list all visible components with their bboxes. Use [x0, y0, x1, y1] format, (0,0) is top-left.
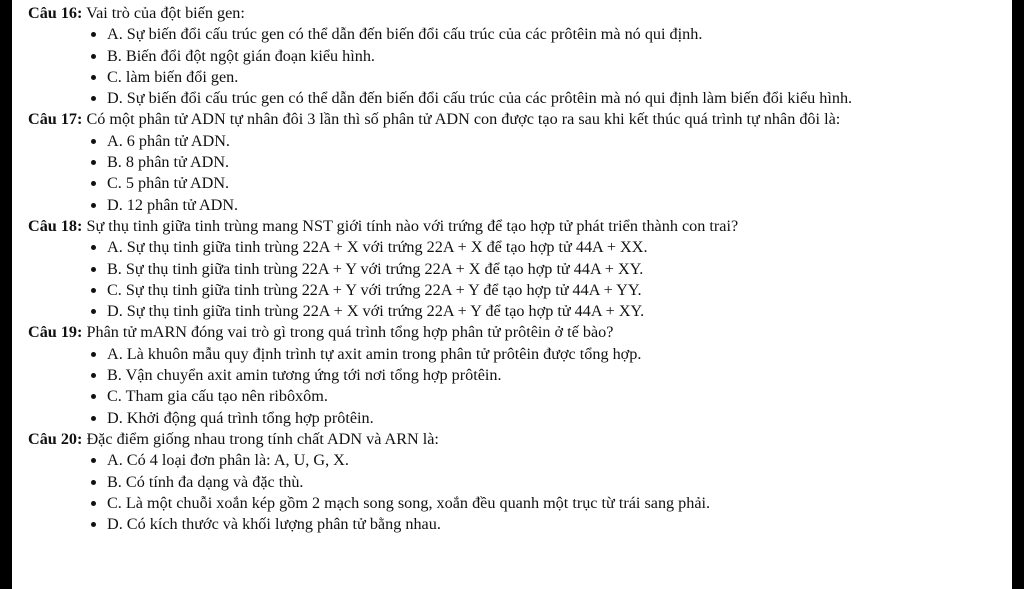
option-d: D. Khởi động quá trình tổng hợp prôtêin. — [28, 408, 1012, 429]
document-page — [12, 0, 1012, 589]
option-a: A. 6 phân tử ADN. — [28, 131, 1012, 152]
question-text: Phân tử mARN đóng vai trò gì trong quá trình tổng hợp phân tử prôtêin ở tế bào? — [82, 323, 614, 342]
option-c: C. 5 phân tử ADN. — [28, 173, 1012, 194]
option-d: D. Có kích thước và khối lượng phân tử bằng nhau. — [28, 514, 1012, 535]
option-b: B. Sự thụ tinh giữa tinh trùng 22A + Y với trứng 22A + X để tạo hợp tử 44A + XY. — [28, 259, 1012, 280]
question-text: Đặc điểm giống nhau trong tính chất ADN và ARN là: — [82, 429, 439, 448]
option-list — [28, 237, 1012, 322]
option-d: D. Sự biến đổi cấu trúc gen có thể dẫn đến biến đổi cấu trúc của các prôtêin mà nó qui định làm biến đổi kiểu hình. — [28, 88, 1012, 109]
option-c: C. Tham gia cấu tạo nên ribôxôm. — [28, 386, 1012, 407]
question-label: Câu 18: — [28, 216, 83, 235]
question-text: Sự thụ tinh giữa tinh trùng mang NST giới tính nào với trứng để tạo hợp tử phát triển thành con trai? — [82, 216, 739, 235]
question-text: Có một phân tử ADN tự nhân đôi 3 lần thì số phân tử ADN con được tạo ra sau khi kết thúc quá trình tự nhân đôi là: — [82, 110, 841, 129]
question-label: Câu 20: — [28, 429, 83, 448]
question-stem — [28, 216, 1012, 237]
question-stem — [28, 109, 1012, 130]
option-b: B. 8 phân tử ADN. — [28, 152, 1012, 173]
question-text: Vai trò của đột biến gen: — [82, 4, 245, 22]
option-a: A. Là khuôn mẫu quy định trình tự axit amin trong phân tử prôtêin được tổng hợp. — [28, 344, 1012, 365]
option-d: D. 12 phân tử ADN. — [28, 195, 1012, 216]
option-b: B. Biến đổi đột ngột gián đoạn kiểu hình. — [28, 46, 1012, 67]
question-19 — [12, 322, 1012, 428]
question-20 — [12, 429, 1012, 535]
option-a: A. Sự thụ tinh giữa tinh trùng 22A + X với trứng 22A + X để tạo hợp tử 44A + XX. — [28, 237, 1012, 258]
option-a: A. Có 4 loại đơn phân là: A, U, G, X. — [28, 450, 1012, 471]
option-list — [28, 450, 1012, 535]
option-b: B. Vận chuyển axit amin tương ứng tới nơi tổng hợp prôtêin. — [28, 365, 1012, 386]
question-18 — [12, 216, 1012, 322]
option-c: C. làm biến đổi gen. — [28, 67, 1012, 88]
option-list — [28, 131, 1012, 216]
question-17 — [12, 109, 1012, 215]
option-list — [28, 344, 1012, 429]
option-c: C. Là một chuỗi xoắn kép gồm 2 mạch song song, xoắn đều quanh một trục từ trái sang phải. — [28, 493, 1012, 514]
option-d: D. Sự thụ tinh giữa tinh trùng 22A + X với trứng 22A + Y để tạo hợp tử 44A + XY. — [28, 301, 1012, 322]
option-b: B. Có tính đa dạng và đặc thù. — [28, 472, 1012, 493]
option-a: A. Sự biến đổi cấu trúc gen có thể dẫn đến biến đổi cấu trúc của các prôtêin mà nó qui định. — [28, 24, 1012, 45]
option-list — [28, 24, 1012, 109]
question-label: Câu 17: — [28, 110, 83, 129]
question-label: Câu 16: — [28, 4, 83, 22]
question-stem — [28, 3, 1012, 24]
question-label: Câu 19: — [28, 323, 83, 342]
question-stem — [28, 322, 1012, 343]
question-16 — [12, 3, 1012, 109]
option-c: C. Sự thụ tinh giữa tinh trùng 22A + Y với trứng 22A + Y để tạo hợp tử 44A + YY. — [28, 280, 1012, 301]
question-stem — [28, 429, 1012, 450]
